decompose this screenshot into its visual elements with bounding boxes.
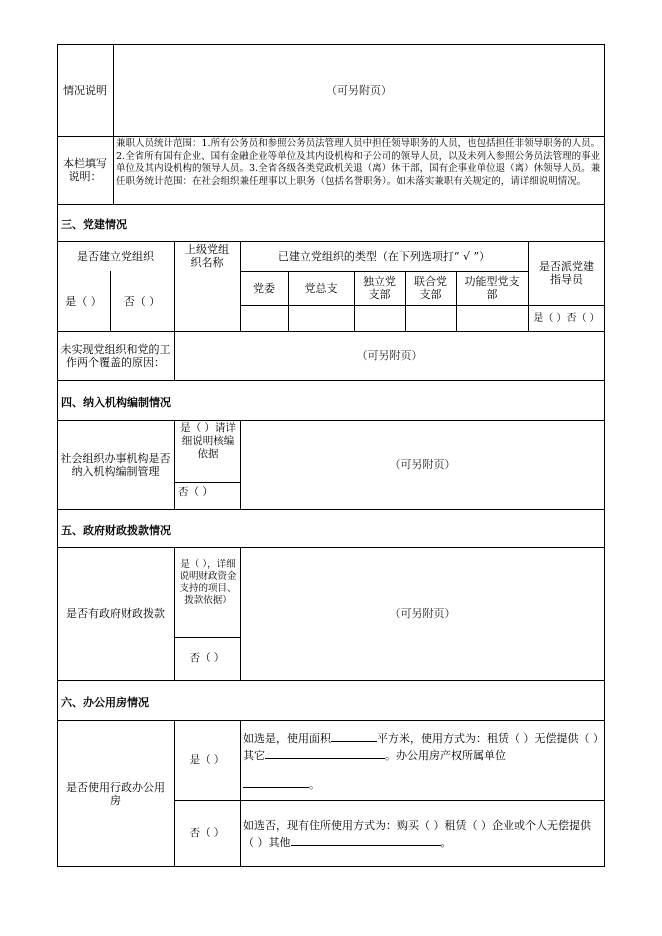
col-divider bbox=[240, 720, 241, 867]
situation-input[interactable]: （可另附页） bbox=[326, 83, 392, 97]
office-no-other-input[interactable] bbox=[291, 834, 441, 846]
finance-yes[interactable]: 是（ ），详细说明财政资金支持的项目、拨款依据） bbox=[179, 559, 237, 606]
section-title-staffing: 四、纳入机构编制情况 bbox=[61, 396, 171, 409]
party-type-committee-check[interactable] bbox=[240, 305, 288, 331]
office-owner-input[interactable] bbox=[243, 776, 309, 788]
party-reason-label: 未实现党组织和党的工作两个覆盖的原因： bbox=[60, 342, 171, 369]
office-yes-text-2: 平方米，使用方式为：租赁（ ）无偿提供（ ）其它 bbox=[243, 732, 599, 762]
party-type-general-branch: 党总支 bbox=[304, 281, 338, 295]
party-instructor-yes-no[interactable]: 是（ ）否（ ） bbox=[533, 312, 600, 324]
office-no-end: 。 bbox=[440, 836, 452, 849]
office-yes[interactable]: 是（ ） bbox=[189, 753, 225, 766]
office-area-input[interactable] bbox=[331, 730, 377, 742]
office-no[interactable]: 否（ ） bbox=[189, 827, 225, 839]
party-type-general-branch-check[interactable] bbox=[288, 305, 354, 331]
office-yes-text-3: 。办公用房产权所属单位 bbox=[385, 749, 506, 762]
section-title-office: 六、办公用房情况 bbox=[61, 696, 149, 709]
fill-notes-label: 本栏填写说明： bbox=[63, 157, 107, 183]
staffing-no[interactable]: 否（ ） bbox=[178, 486, 213, 498]
office-yes-text-1: 如选是，使用面积 bbox=[243, 732, 331, 745]
section-title-finance: 五、政府财政拨款情况 bbox=[61, 524, 171, 537]
staffing-input[interactable]: （可另附页） bbox=[389, 458, 456, 471]
party-instructor-header: 是否派党建指导员 bbox=[539, 260, 594, 286]
party-established-header: 是否建立党组织 bbox=[77, 249, 154, 263]
office-other-usage-input[interactable] bbox=[265, 747, 385, 759]
office-no-text-1: 如选否，现有住所使用方式为：购买（ ）租赁（ ）企业或个人无偿提供（ ）其他 bbox=[243, 819, 591, 849]
office-owner-line bbox=[243, 776, 601, 793]
fill-notes-text: 兼职人员统计范围：1.所有公务员和参照公务员法管理人员中担任领导职务的人员，也包括担任非领导职务的人员。2.全省所有国有企业、国有金融企业等单位及其内设机构和子公司的领导人员，以及未列入参照公务员法管理的事业单位及其内设机构的领导人员。3.全省各级各类党政机关退（离）休干部，国有企事业单位退（离）休领导人员。兼任职务统计范围：在社会组织兼任理事以上职务（包括名誉职务）。如未落实兼职有关规定的，请详细说明情况。 bbox=[116, 138, 601, 187]
party-types-header: 已建立党组织的类型（在下列选项打“ √ ”） bbox=[277, 249, 491, 263]
office-yes-end: 。 bbox=[309, 778, 320, 791]
staffing-question: 社会组织办事机构是否纳入机构编制管理 bbox=[60, 451, 171, 478]
row-divider bbox=[57, 136, 605, 137]
col-divider bbox=[174, 420, 175, 509]
row-divider bbox=[174, 482, 240, 483]
office-question: 是否使用行政办公用房 bbox=[66, 780, 165, 807]
party-established-no[interactable]: 否（ ） bbox=[123, 294, 161, 308]
party-type-committee: 党委 bbox=[253, 281, 275, 295]
situation-label: 情况说明 bbox=[63, 83, 107, 97]
party-type-joint-branch: 联合党支部 bbox=[414, 275, 447, 301]
party-superior-input[interactable] bbox=[174, 271, 240, 331]
party-type-joint-branch-check[interactable] bbox=[405, 305, 456, 331]
party-type-functional-branch-check[interactable] bbox=[456, 305, 528, 331]
finance-input[interactable]: （可另附页） bbox=[389, 607, 456, 620]
row-divider bbox=[57, 680, 605, 681]
staffing-yes[interactable]: 是（ ）请详细说明核编依据 bbox=[180, 422, 236, 460]
section-title-party: 三、党建情况 bbox=[61, 218, 127, 231]
row-divider bbox=[57, 204, 605, 205]
party-reason-input[interactable]: （可另附页） bbox=[356, 349, 423, 362]
party-type-independent-branch: 独立党支部 bbox=[363, 275, 396, 301]
office-yes-detail bbox=[243, 730, 601, 764]
party-established-yes[interactable]: 是（ ） bbox=[65, 294, 102, 308]
party-type-independent-branch-check[interactable] bbox=[354, 305, 405, 331]
row-divider bbox=[57, 509, 605, 510]
party-superior-header: 上级党组织名称 bbox=[185, 243, 229, 269]
office-no-detail bbox=[243, 818, 601, 851]
party-type-functional-branch: 功能型党支部 bbox=[464, 275, 520, 301]
finance-question: 是否有政府财政拨款 bbox=[66, 607, 165, 620]
finance-no[interactable]: 否（ ） bbox=[189, 652, 225, 664]
row-divider bbox=[57, 380, 605, 381]
